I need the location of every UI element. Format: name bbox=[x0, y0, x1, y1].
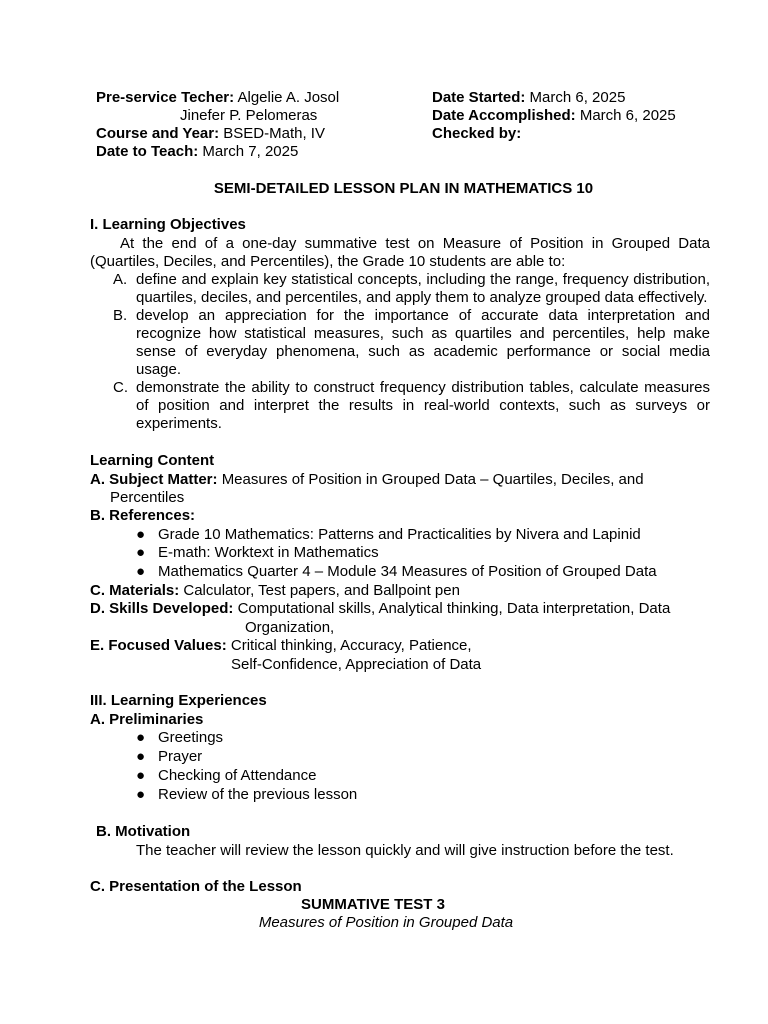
materials-label: C. Materials: bbox=[90, 582, 180, 599]
course-value: BSED-Math, IV bbox=[223, 125, 325, 142]
preservice-name-2: Jinefer P. Pelomeras bbox=[180, 107, 318, 124]
test-subtitle: Measures of Position in Grouped Data bbox=[258, 914, 514, 931]
bullet-icon: ● bbox=[136, 748, 146, 765]
teach-value: March 7, 2025 bbox=[202, 143, 299, 160]
teach-label: Date to Teach: bbox=[96, 143, 199, 160]
values-value-1: Critical thinking, Accuracy, Patience, bbox=[230, 637, 472, 654]
course-row bbox=[96, 125, 325, 143]
course-label: Course and Year: bbox=[96, 125, 220, 142]
prelim-item-4: Review of the previous lesson bbox=[158, 786, 358, 803]
reference-item-1: Grade 10 Mathematics: Patterns and Practicalities by Nivera and Lapinid bbox=[158, 526, 641, 543]
prelim-item-1: Greetings bbox=[158, 729, 224, 746]
objective-b-line-3: sense of everyday phenomena, such as academic performance or social media bbox=[136, 343, 710, 360]
materials-row bbox=[90, 582, 460, 600]
bullet-icon: ● bbox=[136, 544, 146, 561]
objective-a-line-2: quartiles, deciles, and percentiles, and apply them to analyze grouped data effectively. bbox=[136, 289, 708, 306]
content-heading: Learning Content bbox=[90, 452, 215, 469]
materials-value: Calculator, Test papers, and Ballpoint pen bbox=[183, 582, 460, 599]
subject-label: A. Subject Matter: bbox=[90, 471, 218, 488]
accomplished-label: Date Accomplished: bbox=[432, 107, 576, 124]
bullet-icon: ● bbox=[136, 729, 146, 746]
references-label: B. References: bbox=[90, 507, 196, 524]
preliminaries-label: A. Preliminaries bbox=[90, 711, 204, 728]
objectives-intro-line-2: (Quartiles, Deciles, and Percentiles), the Grade 10 students are able to: bbox=[90, 253, 566, 270]
document-title: SEMI-DETAILED LESSON PLAN IN MATHEMATICS 10 bbox=[213, 180, 594, 197]
values-row bbox=[90, 637, 472, 655]
values-label: E. Focused Values: bbox=[90, 637, 227, 654]
started-row bbox=[432, 89, 625, 107]
values-value-2: Self-Confidence, Appreciation of Data bbox=[231, 656, 482, 673]
reference-item-2: E-math: Worktext in Mathematics bbox=[158, 544, 379, 561]
objective-letter-a: A. bbox=[113, 271, 128, 288]
objective-letter-c: C. bbox=[113, 379, 128, 396]
prelim-item-3: Checking of Attendance bbox=[158, 767, 317, 784]
preservice-label: Pre-service Techer: bbox=[96, 89, 235, 106]
skills-value-2: Organization, bbox=[245, 619, 335, 636]
bullet-icon: ● bbox=[136, 563, 146, 580]
checked-label: Checked by: bbox=[432, 125, 522, 142]
motivation-text: The teacher will review the lesson quickly and will give instruction before the test. bbox=[136, 842, 674, 859]
objective-c-line-2: of position and interpret the results in real-world contexts, such as surveys or bbox=[136, 397, 710, 414]
objective-c-line-1: demonstrate the ability to construct frequency distribution tables, calculate measures bbox=[136, 379, 710, 396]
objective-b-line-4: usage. bbox=[136, 361, 182, 378]
subject-value-1: Measures of Position in Grouped Data – Quartiles, Deciles, and bbox=[221, 471, 644, 488]
bullet-icon: ● bbox=[136, 786, 146, 803]
objective-b-line-1: develop an appreciation for the importance of accurate data interpretation and bbox=[136, 307, 710, 324]
started-label: Date Started: bbox=[432, 89, 526, 106]
objectives-intro-line-1: At the end of a one-day summative test on Measure of Position in Grouped Data bbox=[120, 235, 710, 252]
skills-value-1: Computational skills, Analytical thinking, Data interpretation, Data bbox=[237, 600, 671, 617]
bullet-icon: ● bbox=[136, 767, 146, 784]
started-value: March 6, 2025 bbox=[529, 89, 626, 106]
bullet-icon: ● bbox=[136, 526, 146, 543]
subject-value-2: Percentiles bbox=[110, 489, 185, 506]
preservice-name-1: Algelie A. Josol bbox=[237, 89, 340, 106]
objectives-heading: I. Learning Objectives bbox=[90, 216, 246, 233]
test-title: SUMMATIVE TEST 3 bbox=[301, 896, 445, 913]
experiences-heading: III. Learning Experiences bbox=[90, 692, 267, 709]
skills-row bbox=[90, 600, 670, 618]
objective-a-line-1: define and explain key statistical concepts, including the range, frequency distribution, bbox=[136, 271, 710, 288]
objective-c-line-3: experiments. bbox=[136, 415, 222, 432]
skills-label: D. Skills Developed: bbox=[90, 600, 234, 617]
accomplished-row bbox=[432, 107, 676, 125]
subject-row bbox=[90, 471, 644, 489]
preservice-row bbox=[96, 89, 339, 107]
objective-b-line-2: recognize how statistical measures, such as quartiles and percentiles, help make bbox=[136, 325, 710, 342]
motivation-label: B. Motivation bbox=[96, 823, 191, 840]
objective-letter-b: B. bbox=[113, 307, 128, 324]
teach-row bbox=[96, 143, 298, 161]
reference-item-3: Mathematics Quarter 4 – Module 34 Measures of Position of Grouped Data bbox=[158, 563, 657, 580]
presentation-label: C. Presentation of the Lesson bbox=[90, 878, 302, 895]
accomplished-value: March 6, 2025 bbox=[579, 107, 676, 124]
prelim-item-2: Prayer bbox=[158, 748, 203, 765]
